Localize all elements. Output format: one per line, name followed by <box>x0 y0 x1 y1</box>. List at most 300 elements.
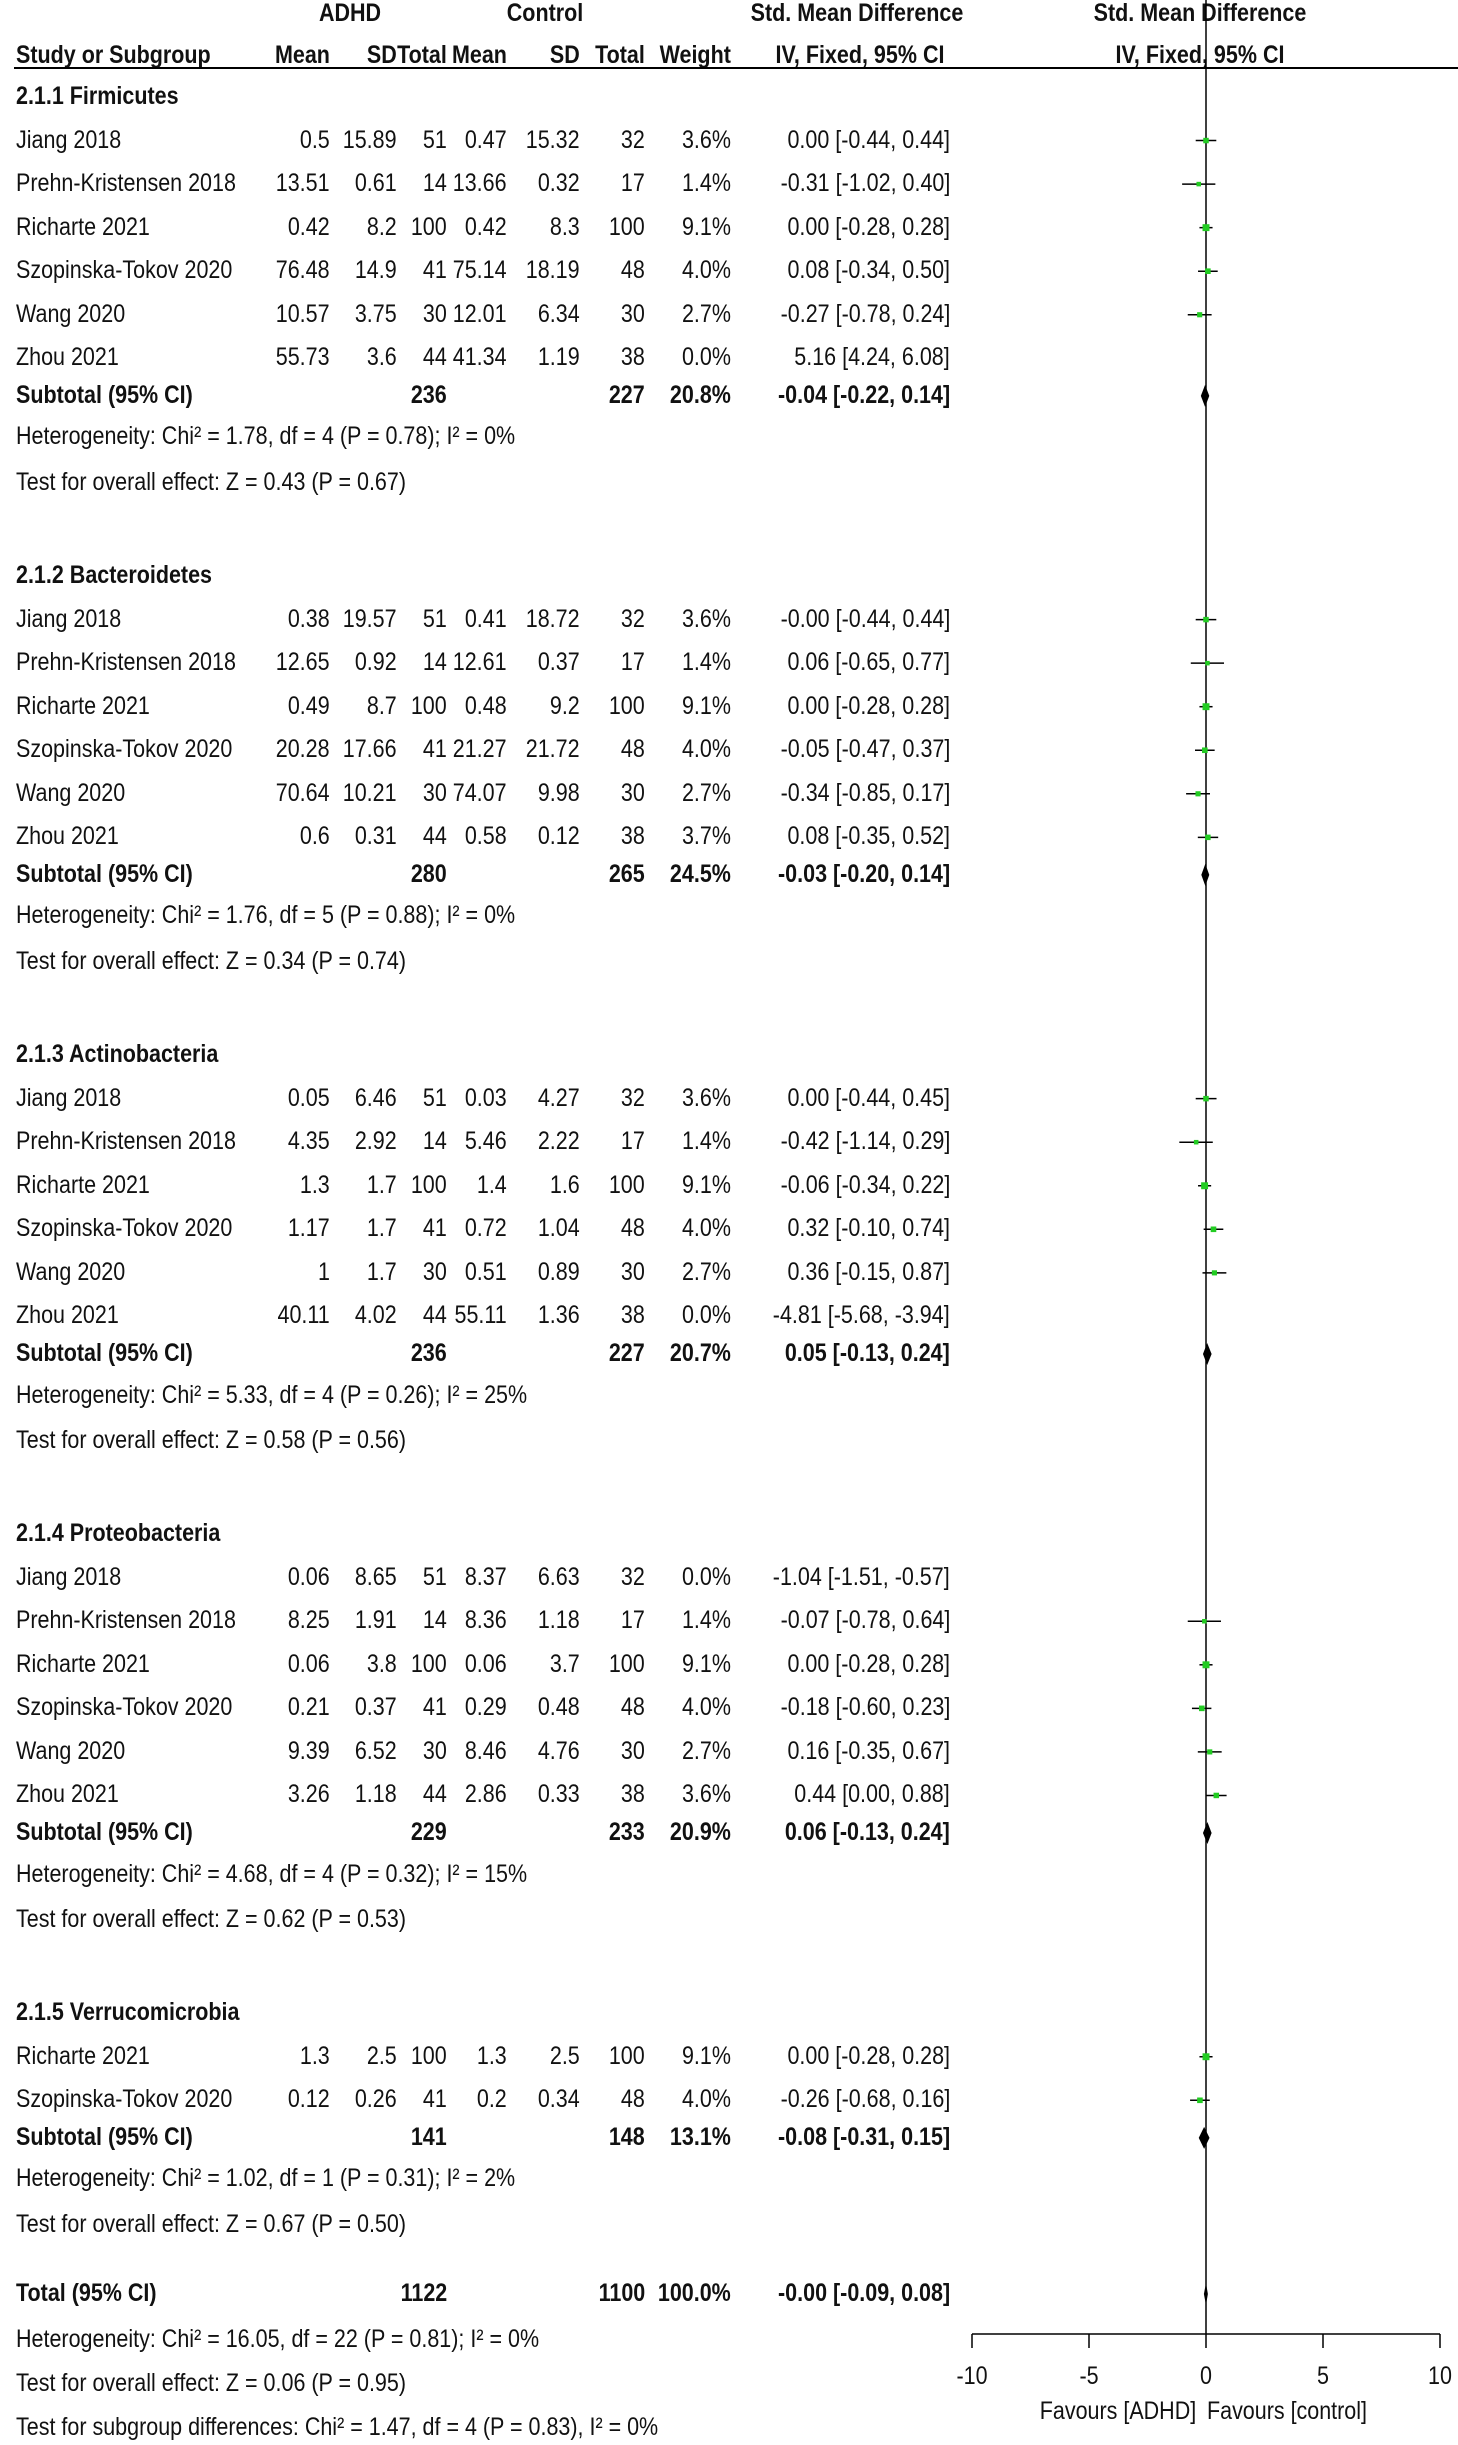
study-ci: -0.34 [-0.85, 0.17] <box>780 778 950 807</box>
study-n2: 17 <box>621 1606 645 1635</box>
x-tick-label: 0 <box>1200 2361 1212 2390</box>
study-n1: 41 <box>423 735 447 764</box>
study-w: 1.4% <box>681 169 731 198</box>
study-m1: 0.42 <box>288 212 330 241</box>
col-header: Total <box>397 41 447 69</box>
study-m2: 2.86 <box>465 1780 507 1809</box>
study-m2: 74.07 <box>453 778 507 807</box>
study-sd1: 19.57 <box>343 604 397 633</box>
study-n1: 14 <box>423 648 447 677</box>
study-sd2: 1.04 <box>538 1214 580 1243</box>
study-sd2: 0.34 <box>538 2085 580 2114</box>
study-m1: 1 <box>318 1257 330 1286</box>
study-n1: 30 <box>423 1257 447 1286</box>
study-name: Jiang 2018 <box>16 1083 122 1112</box>
study-marker <box>1205 661 1210 666</box>
study-name: Prehn-Kristensen 2018 <box>16 1606 236 1635</box>
pooled-diamond <box>1203 1822 1212 1844</box>
overall-effect: Test for overall effect: Z = 0.67 (P = 0.50) <box>16 2209 406 2238</box>
study-m2: 1.3 <box>477 2041 507 2070</box>
study-sd2: 1.36 <box>538 1301 580 1330</box>
overall-effect: Test for overall effect: Z = 0.34 (P = 0.74) <box>16 947 406 975</box>
study-n1: 51 <box>423 125 447 154</box>
study-w: 2.7% <box>681 1257 731 1286</box>
study-n1: 44 <box>423 1301 447 1330</box>
subtotal-weight: 20.8% <box>670 380 731 409</box>
study-sd1: 8.7 <box>367 691 397 720</box>
pooled-diamond <box>1203 1343 1212 1365</box>
study-m2: 0.29 <box>465 1693 507 1722</box>
study-sd2: 4.76 <box>538 1736 580 1765</box>
study-sd1: 0.26 <box>355 2085 397 2114</box>
study-ci: 0.00 [-0.44, 0.44] <box>787 125 950 154</box>
study-sd2: 9.98 <box>538 778 580 807</box>
study-name: Zhou 2021 <box>16 822 119 851</box>
study-ci: -0.06 [-0.34, 0.22] <box>780 1170 950 1199</box>
study-w: 4.0% <box>681 256 731 285</box>
study-n2: 38 <box>621 343 645 372</box>
study-n1: 51 <box>423 1562 447 1591</box>
study-n2: 30 <box>621 1736 645 1765</box>
study-m1: 0.49 <box>288 691 330 720</box>
pooled-diamond <box>1201 864 1209 886</box>
col-header: Weight <box>659 41 731 69</box>
study-sd2: 9.2 <box>550 691 580 720</box>
study-sd2: 0.89 <box>538 1257 580 1286</box>
study-sd2: 0.33 <box>538 1780 580 1809</box>
study-n2: 38 <box>621 1780 645 1809</box>
study-name: Richarte 2021 <box>16 691 150 720</box>
study-ci: 0.00 [-0.28, 0.28] <box>787 212 950 241</box>
study-w: 4.0% <box>681 735 731 764</box>
study-marker <box>1197 312 1202 317</box>
study-m1: 12.65 <box>276 648 330 677</box>
study-w: 2.7% <box>681 1736 731 1765</box>
study-ci: 0.06 [-0.65, 0.77] <box>787 648 950 677</box>
study-sd2: 6.34 <box>538 299 580 328</box>
study-w: 1.4% <box>681 648 731 677</box>
study-sd1: 1.7 <box>367 1170 397 1199</box>
study-sd1: 1.7 <box>367 1257 397 1286</box>
study-ci: -0.00 [-0.44, 0.44] <box>780 604 950 633</box>
study-ci: -0.07 [-0.78, 0.64] <box>780 1606 950 1635</box>
total-label: Total (95% CI) <box>16 2279 157 2308</box>
subtotal-n1: 236 <box>411 380 447 409</box>
study-n2: 17 <box>621 1127 645 1156</box>
study-ci: 0.08 [-0.34, 0.50] <box>787 256 950 285</box>
study-n1: 41 <box>423 2085 447 2114</box>
study-m2: 0.03 <box>465 1083 507 1112</box>
study-sd1: 8.65 <box>355 1562 397 1591</box>
study-n2: 100 <box>609 1649 645 1678</box>
study-ci: 0.00 [-0.28, 0.28] <box>787 2041 950 2070</box>
study-m2: 8.46 <box>465 1736 507 1765</box>
study-sd2: 4.27 <box>538 1083 580 1112</box>
study-w: 9.1% <box>681 691 731 720</box>
overall-effect: Test for overall effect: Z = 0.62 (P = 0.53) <box>16 1905 406 1934</box>
study-sd1: 3.8 <box>367 1649 397 1678</box>
study-m1: 8.25 <box>288 1606 330 1635</box>
study-marker <box>1203 2053 1210 2060</box>
study-m2: 0.47 <box>465 125 507 154</box>
x-tick-label: -5 <box>1079 2361 1099 2390</box>
study-name: Wang 2020 <box>16 778 126 807</box>
study-ci: 5.16 [4.24, 6.08] <box>794 343 950 372</box>
x-tick-label: 5 <box>1317 2361 1329 2390</box>
header-plot-title: Std. Mean Difference <box>1093 0 1307 27</box>
study-ci: -4.81 [-5.68, -3.94] <box>773 1301 950 1330</box>
col-study: Study or Subgroup <box>16 41 211 69</box>
study-n1: 51 <box>423 604 447 633</box>
col-header: SD <box>367 41 397 69</box>
study-sd1: 3.6 <box>367 343 397 372</box>
study-marker <box>1195 791 1200 796</box>
study-sd1: 6.46 <box>355 1083 397 1112</box>
study-m1: 1.17 <box>288 1214 330 1243</box>
study-name: Richarte 2021 <box>16 212 150 241</box>
study-marker <box>1197 2098 1203 2104</box>
study-sd1: 6.52 <box>355 1736 397 1765</box>
study-marker <box>1202 1619 1207 1624</box>
study-ci: 0.00 [-0.44, 0.45] <box>787 1083 950 1112</box>
study-sd1: 1.7 <box>367 1214 397 1243</box>
subtotal-n1: 141 <box>411 2122 447 2151</box>
header-group-adhd: ADHD <box>318 0 382 27</box>
study-m2: 5.46 <box>465 1127 507 1156</box>
study-ci: -0.31 [-1.02, 0.40] <box>780 169 950 198</box>
study-m2: 0.42 <box>465 212 507 241</box>
study-w: 4.0% <box>681 1214 731 1243</box>
study-w: 3.6% <box>681 604 731 633</box>
study-m1: 9.39 <box>288 1736 330 1765</box>
col-header: Total <box>595 41 645 69</box>
study-w: 9.1% <box>681 1170 731 1199</box>
subgroup-title: 2.1.2 Bacteroidetes <box>16 561 212 590</box>
subtotal-ci: 0.05 [-0.13, 0.24] <box>785 1338 950 1367</box>
study-sd1: 0.37 <box>355 1693 397 1722</box>
subtotal-n2: 227 <box>609 380 645 409</box>
total-n2: 1100 <box>598 2279 645 2308</box>
study-marker <box>1205 268 1211 274</box>
study-m1: 20.28 <box>276 735 330 764</box>
subtotal-weight: 24.5% <box>670 859 731 888</box>
study-m1: 76.48 <box>276 256 330 285</box>
study-name: Prehn-Kristensen 2018 <box>16 1127 236 1156</box>
study-n1: 41 <box>423 1693 447 1722</box>
study-w: 1.4% <box>681 1606 731 1635</box>
subtotal-ci: -0.03 [-0.20, 0.14] <box>777 859 950 888</box>
heterogeneity: Heterogeneity: Chi² = 1.02, df = 1 (P = 0.31); I² = 2% <box>16 2164 516 2193</box>
study-n1: 100 <box>411 1170 447 1199</box>
study-marker <box>1203 1661 1210 1668</box>
subtotal-ci: 0.06 [-0.13, 0.24] <box>785 1818 950 1846</box>
study-n2: 30 <box>621 778 645 807</box>
study-m1: 0.06 <box>288 1649 330 1678</box>
study-name: Szopinska-Tokov 2020 <box>16 1693 233 1722</box>
study-n2: 32 <box>621 125 645 154</box>
study-sd1: 2.92 <box>355 1127 397 1156</box>
study-n2: 100 <box>609 2041 645 2070</box>
x-tick-label: -10 <box>956 2361 988 2390</box>
study-n2: 48 <box>621 1214 645 1243</box>
study-m1: 70.64 <box>276 778 330 807</box>
study-marker <box>1203 1096 1208 1101</box>
subtotal-label: Subtotal (95% CI) <box>16 859 193 888</box>
study-m2: 55.11 <box>454 1301 507 1330</box>
study-m1: 0.5 <box>300 125 330 154</box>
study-n2: 30 <box>621 299 645 328</box>
study-name: Prehn-Kristensen 2018 <box>16 169 236 198</box>
study-m1: 0.21 <box>288 1693 330 1722</box>
study-n2: 17 <box>621 648 645 677</box>
study-m2: 41.34 <box>453 343 507 372</box>
study-name: Szopinska-Tokov 2020 <box>16 2085 233 2114</box>
subgroup-title: 2.1.3 Actinobacteria <box>16 1040 219 1069</box>
study-sd2: 2.5 <box>550 2041 580 2070</box>
favours-right-label: Favours [control] <box>1207 2396 1367 2425</box>
study-marker <box>1207 1749 1212 1754</box>
total-n1: 1122 <box>400 2279 447 2308</box>
study-m1: 0.12 <box>288 2085 330 2114</box>
study-marker <box>1203 138 1208 143</box>
plot-method: IV, Fixed, 95% CI <box>1115 41 1285 69</box>
study-sd1: 0.31 <box>355 822 397 851</box>
study-n1: 100 <box>411 691 447 720</box>
study-w: 0.0% <box>681 1562 731 1591</box>
study-sd1: 8.2 <box>367 212 397 241</box>
study-m2: 21.27 <box>453 735 507 764</box>
study-sd2: 15.32 <box>526 125 580 154</box>
study-sd2: 2.22 <box>538 1127 580 1156</box>
study-n2: 38 <box>621 822 645 851</box>
study-ci: 0.08 [-0.35, 0.52] <box>787 822 950 851</box>
study-marker <box>1214 1793 1219 1798</box>
heterogeneity: Heterogeneity: Chi² = 5.33, df = 4 (P = 0.26); I² = 25% <box>16 1380 528 1409</box>
study-m1: 1.3 <box>300 1170 330 1199</box>
study-sd2: 0.48 <box>538 1693 580 1722</box>
study-w: 3.6% <box>681 1083 731 1112</box>
study-name: Jiang 2018 <box>16 1562 122 1591</box>
study-name: Richarte 2021 <box>16 2041 150 2070</box>
study-n2: 32 <box>621 1562 645 1591</box>
study-sd1: 15.89 <box>343 125 397 154</box>
subtotal-label: Subtotal (95% CI) <box>16 1818 193 1846</box>
header-group-control: Control <box>506 0 584 27</box>
study-name: Prehn-Kristensen 2018 <box>16 648 236 677</box>
study-n2: 100 <box>609 1170 645 1199</box>
study-m1: 0.6 <box>300 822 330 851</box>
study-ci: 0.16 [-0.35, 0.67] <box>787 1736 950 1765</box>
study-m1: 40.11 <box>277 1301 330 1330</box>
heterogeneity: Heterogeneity: Chi² = 1.78, df = 4 (P = 0.78); I² = 0% <box>16 422 516 451</box>
study-m2: 13.66 <box>453 169 507 198</box>
study-sd2: 1.6 <box>550 1170 580 1199</box>
total-weight: 100.0% <box>658 2279 731 2308</box>
study-sd1: 3.75 <box>355 299 397 328</box>
study-m1: 13.51 <box>276 169 330 198</box>
study-n1: 41 <box>423 256 447 285</box>
study-ci: -0.42 [-1.14, 0.29] <box>780 1127 950 1156</box>
study-ci: -1.04 [-1.51, -0.57] <box>773 1562 950 1591</box>
subgroup-title: 2.1.4 Proteobacteria <box>16 1519 221 1548</box>
study-m1: 0.05 <box>288 1083 330 1112</box>
study-sd1: 0.61 <box>355 169 397 198</box>
study-w: 9.1% <box>681 212 731 241</box>
study-m1: 10.57 <box>276 299 330 328</box>
study-m2: 12.61 <box>453 648 507 677</box>
study-w: 9.1% <box>681 2041 731 2070</box>
study-n2: 48 <box>621 1693 645 1722</box>
study-marker <box>1203 703 1210 710</box>
study-n2: 30 <box>621 1257 645 1286</box>
study-sd1: 4.02 <box>355 1301 397 1330</box>
study-n1: 100 <box>411 1649 447 1678</box>
study-m1: 0.06 <box>288 1562 330 1591</box>
study-n2: 17 <box>621 169 645 198</box>
study-ci: -0.05 [-0.47, 0.37] <box>780 735 950 764</box>
study-m2: 75.14 <box>453 256 507 285</box>
header-effect-title: Std. Mean Difference <box>750 0 964 27</box>
study-n2: 48 <box>621 256 645 285</box>
study-marker <box>1211 1227 1217 1233</box>
study-marker <box>1194 1140 1199 1145</box>
study-n2: 48 <box>621 2085 645 2114</box>
subtotal-n2: 265 <box>609 859 645 888</box>
footer-line: Test for overall effect: Z = 0.06 (P = 0.95) <box>16 2369 406 2398</box>
study-m1: 4.35 <box>288 1127 330 1156</box>
study-name: Wang 2020 <box>16 1257 126 1286</box>
footer-line: Test for subgroup differences: Chi² = 1.47, df = 4 (P = 0.83), I² = 0% <box>16 2413 659 2442</box>
study-sd2: 18.72 <box>526 604 580 633</box>
subtotal-label: Subtotal (95% CI) <box>16 380 193 409</box>
study-sd2: 3.7 <box>550 1649 580 1678</box>
overall-effect: Test for overall effect: Z = 0.58 (P = 0.56) <box>16 1426 406 1455</box>
study-m2: 0.51 <box>465 1257 507 1286</box>
study-marker <box>1203 617 1208 622</box>
study-name: Jiang 2018 <box>16 604 122 633</box>
study-n1: 44 <box>423 1780 447 1809</box>
subgroup-title: 2.1.5 Verrucomicrobia <box>16 1998 240 2027</box>
study-sd2: 1.18 <box>538 1606 580 1635</box>
study-n2: 38 <box>621 1301 645 1330</box>
subtotal-n1: 236 <box>411 1338 447 1367</box>
subtotal-weight: 20.7% <box>670 1338 731 1367</box>
col-header: SD <box>550 41 580 69</box>
study-name: Zhou 2021 <box>16 1301 119 1330</box>
study-n2: 100 <box>609 212 645 241</box>
study-name: Szopinska-Tokov 2020 <box>16 256 233 285</box>
study-sd1: 0.92 <box>355 648 397 677</box>
study-w: 3.6% <box>681 125 731 154</box>
subgroup-title: 2.1.1 Firmicutes <box>16 82 179 110</box>
study-n1: 30 <box>423 299 447 328</box>
study-sd2: 0.37 <box>538 648 580 677</box>
study-n1: 14 <box>423 169 447 198</box>
study-name: Szopinska-Tokov 2020 <box>16 1214 233 1243</box>
study-n1: 30 <box>423 1736 447 1765</box>
study-ci: 0.32 [-0.10, 0.74] <box>787 1214 950 1243</box>
study-w: 2.7% <box>681 778 731 807</box>
study-sd2: 8.3 <box>550 212 580 241</box>
subtotal-n1: 229 <box>411 1818 447 1846</box>
subtotal-weight: 20.9% <box>670 1818 731 1846</box>
study-sd2: 0.32 <box>538 169 580 198</box>
study-n1: 44 <box>423 822 447 851</box>
study-marker <box>1196 182 1201 187</box>
study-w: 3.7% <box>681 822 731 851</box>
study-m2: 0.48 <box>465 691 507 720</box>
study-sd2: 1.19 <box>538 343 580 372</box>
study-marker <box>1202 747 1208 753</box>
study-m2: 12.01 <box>453 299 507 328</box>
study-marker <box>1203 224 1210 231</box>
subtotal-ci: -0.04 [-0.22, 0.14] <box>777 380 950 409</box>
subtotal-label: Subtotal (95% CI) <box>16 2122 193 2151</box>
study-sd2: 0.12 <box>538 822 580 851</box>
study-n1: 30 <box>423 778 447 807</box>
study-name: Jiang 2018 <box>16 125 122 154</box>
study-name: Richarte 2021 <box>16 1649 150 1678</box>
heterogeneity: Heterogeneity: Chi² = 1.76, df = 5 (P = 0.88); I² = 0% <box>16 901 516 930</box>
study-m1: 0.38 <box>288 604 330 633</box>
subtotal-n1: 280 <box>411 859 447 888</box>
subtotal-weight: 13.1% <box>670 2122 731 2151</box>
study-ci: 0.44 [0.00, 0.88] <box>794 1780 950 1809</box>
study-n2: 48 <box>621 735 645 764</box>
study-marker <box>1199 1706 1205 1712</box>
study-ci: -0.26 [-0.68, 0.16] <box>780 2085 950 2114</box>
study-m1: 1.3 <box>300 2041 330 2070</box>
footer-line: Heterogeneity: Chi² = 16.05, df = 22 (P = 0.81); I² = 0% <box>16 2325 540 2354</box>
study-m2: 0.72 <box>465 1214 507 1243</box>
study-ci: 0.00 [-0.28, 0.28] <box>787 1649 950 1678</box>
study-ci: 0.36 [-0.15, 0.87] <box>787 1257 950 1286</box>
study-w: 4.0% <box>681 2085 731 2114</box>
study-w: 3.6% <box>681 1780 731 1809</box>
study-w: 4.0% <box>681 1693 731 1722</box>
study-n1: 14 <box>423 1127 447 1156</box>
favours-left-label: Favours [ADHD] <box>1039 2396 1197 2425</box>
study-sd1: 10.21 <box>343 778 397 807</box>
study-sd2: 6.63 <box>538 1562 580 1591</box>
study-n1: 100 <box>411 212 447 241</box>
study-ci: -0.18 [-0.60, 0.23] <box>780 1693 950 1722</box>
study-w: 1.4% <box>681 1127 731 1156</box>
study-ci: -0.27 [-0.78, 0.24] <box>780 299 950 328</box>
pooled-diamond <box>1201 385 1209 407</box>
study-w: 0.0% <box>681 343 731 372</box>
col-header: Mean <box>452 41 507 69</box>
study-name: Richarte 2021 <box>16 1170 150 1199</box>
total-ci: -0.00 [-0.09, 0.08] <box>777 2279 950 2308</box>
study-m1: 55.73 <box>276 343 330 372</box>
col-header: Mean <box>275 41 330 69</box>
study-n1: 51 <box>423 1083 447 1112</box>
study-sd2: 18.19 <box>526 256 580 285</box>
overall-effect: Test for overall effect: Z = 0.43 (P = 0.67) <box>16 467 406 496</box>
subtotal-n2: 227 <box>609 1338 645 1367</box>
study-n2: 100 <box>609 691 645 720</box>
study-marker <box>1205 835 1211 841</box>
study-m2: 0.41 <box>465 604 507 633</box>
study-marker <box>1201 1182 1208 1189</box>
subtotal-n2: 148 <box>609 2122 645 2151</box>
study-m2: 8.37 <box>465 1562 507 1591</box>
study-marker <box>1212 1270 1217 1275</box>
pooled-diamond <box>1204 2283 1208 2305</box>
pooled-diamond <box>1199 2127 1210 2149</box>
study-m2: 0.2 <box>477 2085 507 2114</box>
